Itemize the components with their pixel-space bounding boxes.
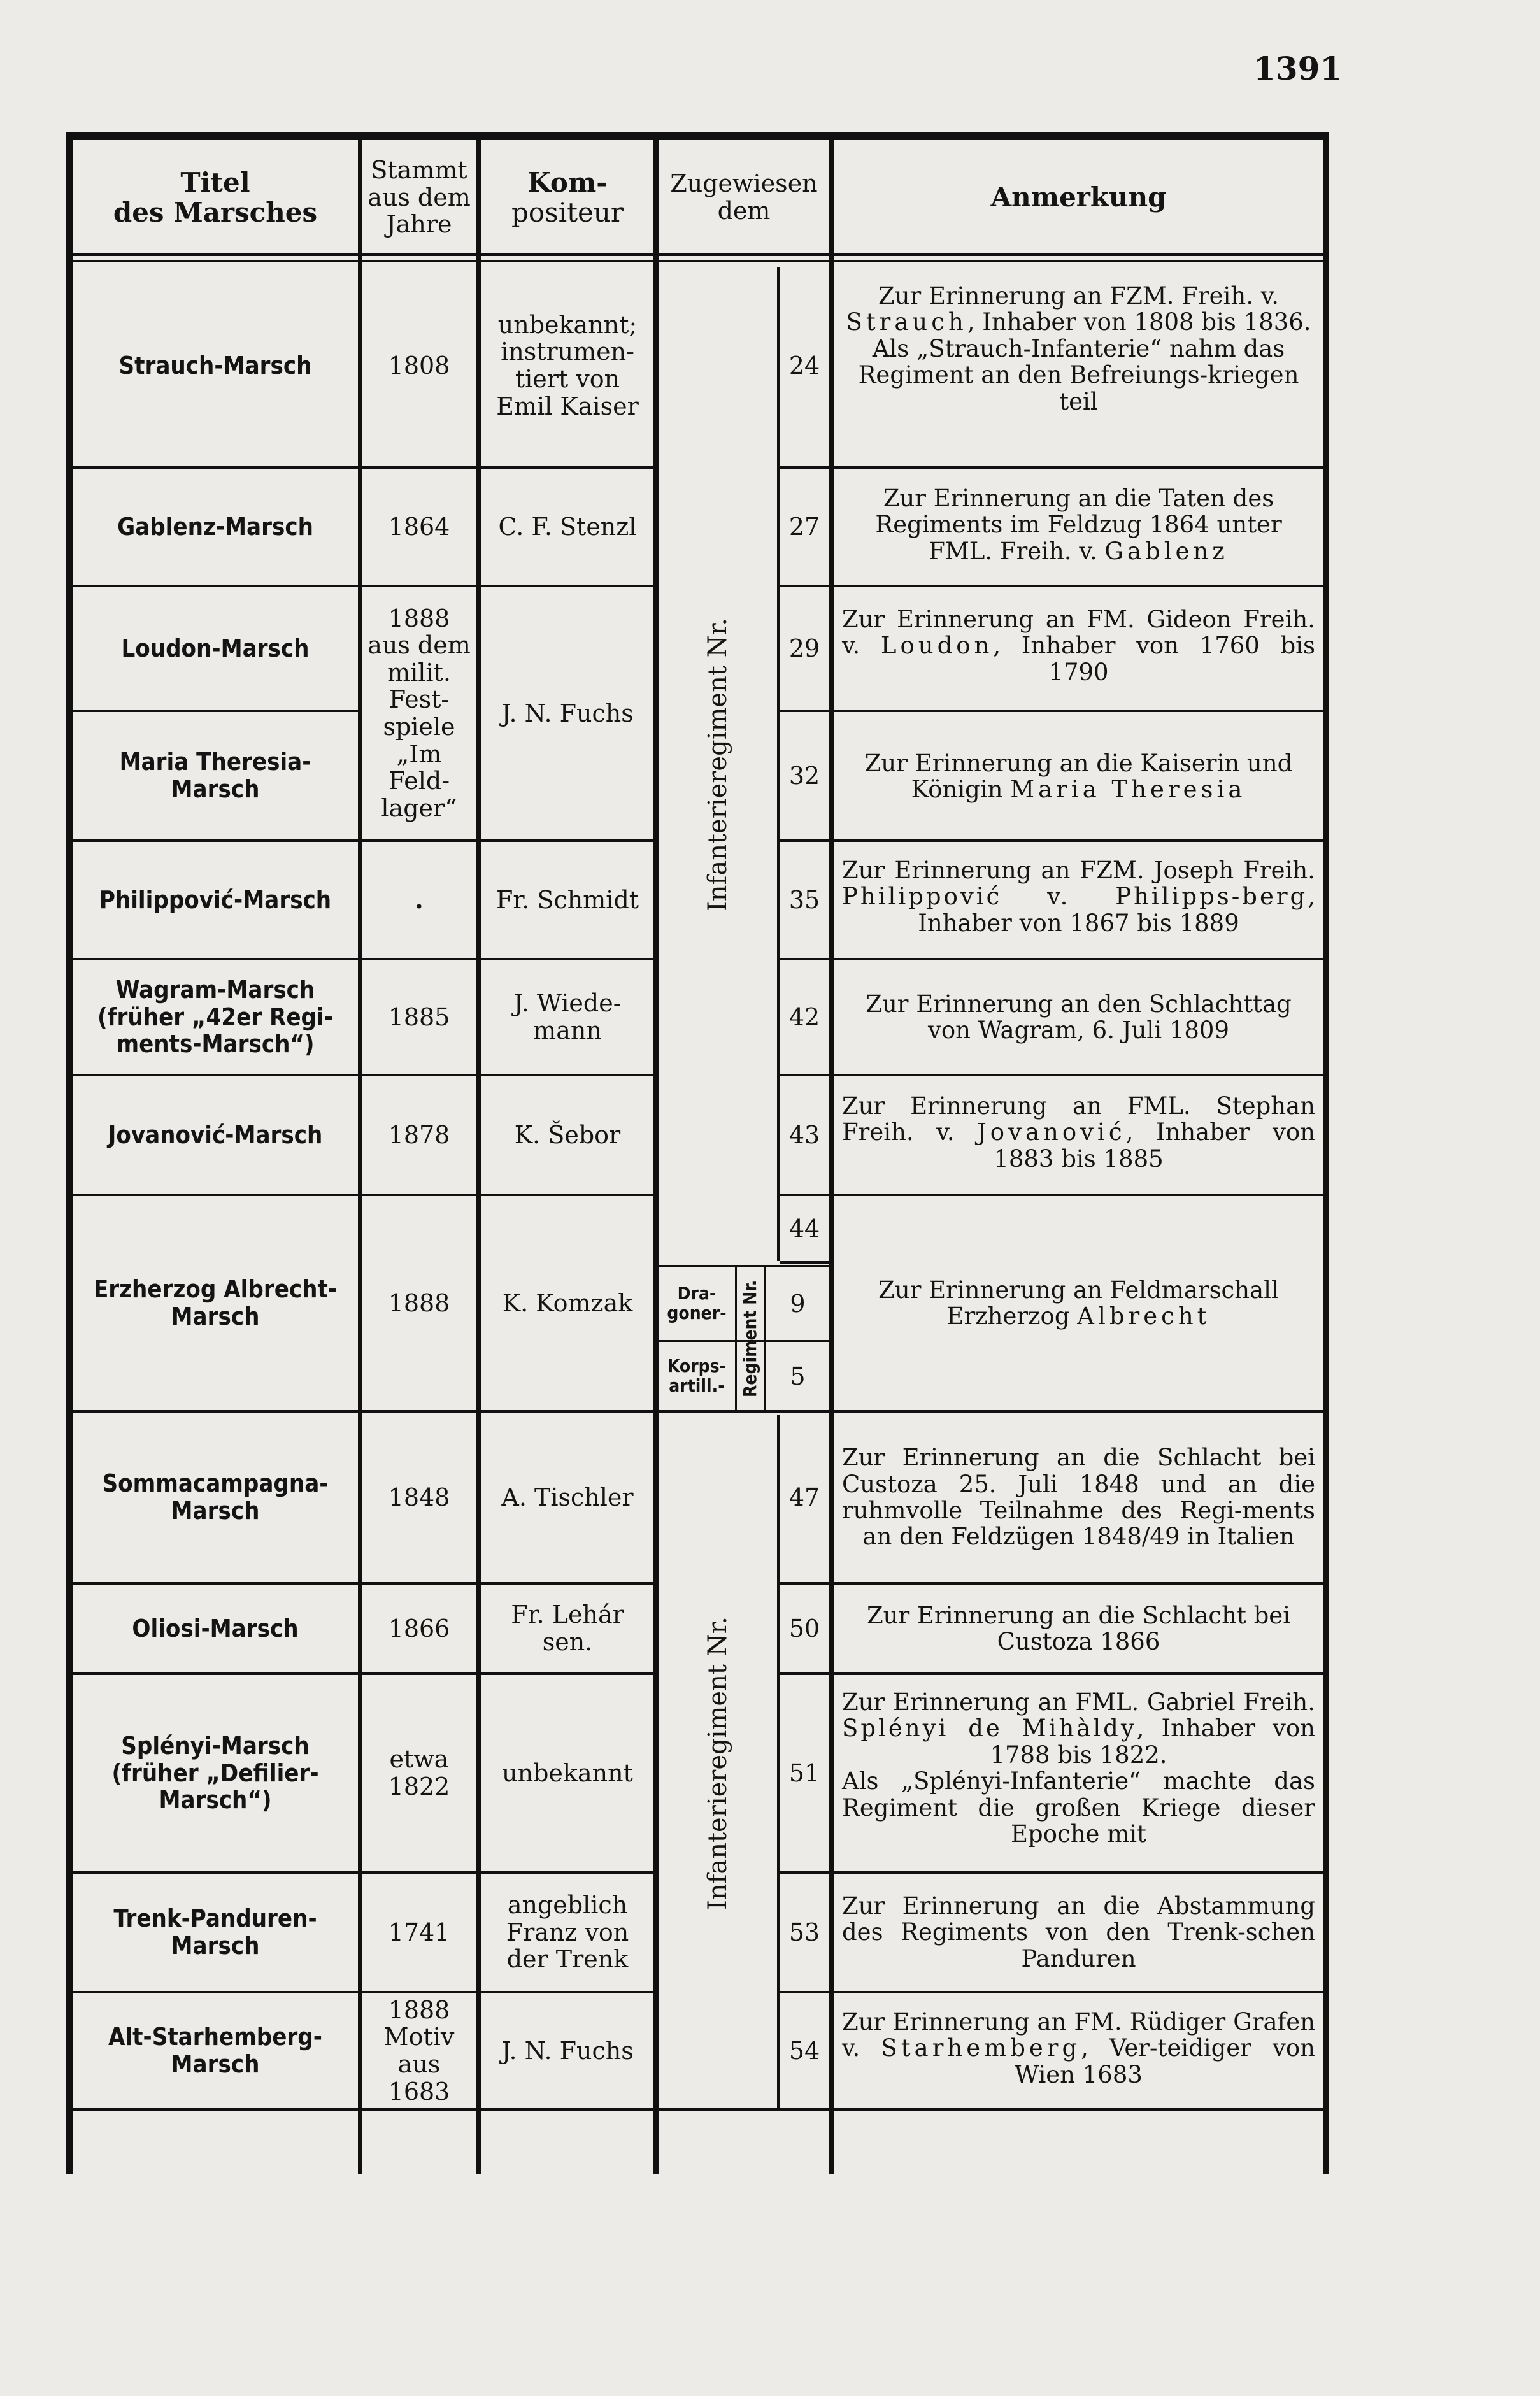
- remark-text: Zur Erinnerung an FZM. Joseph Freih.: [842, 857, 1315, 884]
- composer-strauch: unbekannt; instrumen-tiert von Emil Kaiser: [496, 310, 639, 420]
- nr-loudon: 29: [788, 634, 820, 662]
- header-rule-1: [73, 253, 1323, 256]
- composer-sommacampagna: A. Tischler: [501, 1483, 634, 1511]
- group-label-infantry-1: Infanterieregiment Nr.: [703, 617, 732, 911]
- header-composer-line2: positeur: [511, 197, 624, 228]
- nr-albrecht-korps: 5: [790, 1362, 806, 1390]
- composer-trenk: angeblich Franz von der Trenk: [506, 1891, 629, 1974]
- composer-starhemberg: J. N. Fuchs: [501, 2036, 634, 2065]
- remark-text: , Inhaber von 1788 bis 1822.: [990, 1715, 1315, 1769]
- title-starhemberg: Alt-Starhemberg-Marsch: [108, 2023, 322, 2078]
- remark-text: v.: [1260, 282, 1280, 310]
- remark-jovanovic: [834, 1076, 1323, 1194]
- remark-maria-theresia: [834, 712, 1323, 839]
- header-year-line1: Stammt: [371, 156, 467, 185]
- label-korps: Korps-artill.-: [667, 1355, 727, 1396]
- header-assigned-line2: dem: [717, 197, 771, 225]
- composer-philippovic: Fr. Schmidt: [496, 885, 639, 914]
- composer-wagram: J. Wiede-mann: [513, 989, 622, 1045]
- remark-philippovic: [834, 842, 1323, 958]
- title-trenk: Trenk-Panduren-Marsch: [113, 1904, 317, 1960]
- remark-wrap: [850, 1277, 1308, 1330]
- page-number: 1391: [1253, 50, 1343, 87]
- header-year-line2: aus dem: [367, 183, 471, 211]
- header-rule-2: [73, 260, 1323, 262]
- composer-oliosi: Fr. Lehár sen.: [511, 1601, 624, 1656]
- remark-text: Zur Erinnerung an FM. Gideon Freih. v.: [842, 606, 1315, 660]
- year-sommacampagna: 1848: [388, 1483, 450, 1511]
- remark-strauch: [834, 265, 1323, 466]
- year-oliosi: 1866: [388, 1614, 450, 1643]
- remark-name: Strauch: [846, 308, 967, 336]
- remark-oliosi: Zur Erinnerung an die Schlacht bei Custoza 1866: [866, 1601, 1291, 1655]
- header-title-line2: des Marsches: [113, 197, 318, 228]
- nr-albrecht-44: 44: [788, 1214, 820, 1243]
- nr-strauch: 24: [788, 351, 820, 380]
- col-sep-3: [653, 140, 659, 2174]
- remark-text: Zur Erinnerung an Feldmarschall Erzherzog: [878, 1276, 1279, 1330]
- nr-sommacampagna: 47: [788, 1483, 820, 1511]
- title-jovanovic: Jovanović-Marsch: [108, 1120, 323, 1149]
- group-label-infantry-2: Infanterieregiment Nr.: [703, 1616, 732, 1910]
- header-year: [362, 141, 476, 253]
- year-starhemberg: 1888 Motiv aus 1683: [383, 1995, 455, 2106]
- remark-name: Splényi de Mihàldy: [842, 1715, 1137, 1743]
- year-trenk: 1741: [388, 1918, 450, 1946]
- nr-trenk: 53: [788, 1918, 820, 1946]
- title-splenyi: Splényi-Marsch (früher „Defilier-Marsch“): [111, 1732, 319, 1815]
- title-strauch: Strauch-Marsch: [118, 351, 312, 380]
- remark-trenk: Zur Erinnerung an die Abstammung des Regiments von den Trenk-schen Panduren: [842, 1892, 1315, 1972]
- year-gablenz: 1864: [388, 512, 450, 541]
- remark-splenyi: [834, 1675, 1323, 1871]
- composer-splenyi: unbekannt: [502, 1758, 633, 1787]
- title-wagram: Wagram-Marsch (früher „42er Regi-ments-Marsch“): [97, 976, 333, 1059]
- header-composer: [481, 141, 653, 253]
- title-sommacampagna: Sommacampagna-Marsch: [102, 1469, 329, 1525]
- remark-gablenz: [834, 469, 1323, 585]
- header-title: [73, 141, 358, 253]
- composer-albrecht: K. Komzak: [502, 1288, 633, 1317]
- year-loudon-merged: 1888 aus dem milit. Fest-spiele „Im Feld-lager“: [367, 604, 471, 822]
- label-dragoner: Dra-goner-: [667, 1283, 727, 1323]
- remark-text: , Inhaber von 1760 bis 1790: [993, 632, 1315, 686]
- remark-text: , Inhaber von 1867 bis 1889: [918, 883, 1315, 937]
- remark-sommacampagna: Zur Erinnerung an die Schlacht bei Custoza 25. Juli 1848 und an die ruhmvolle Teilnahme des Regi-ments an den Feldzügen 1848/49 in Italien: [842, 1444, 1315, 1551]
- label-regiment: Regiment Nr.: [739, 1280, 761, 1398]
- remark-text: Als „Strauch-Infanterie“ nahm das Regiment an den Befreiungs-kriegen teil: [858, 334, 1299, 415]
- title-gablenz: Gablenz-Marsch: [117, 512, 313, 541]
- year-strauch: 1808: [388, 351, 450, 380]
- title-loudon: Loudon-Marsch: [121, 634, 310, 662]
- remark-starhemberg: [834, 1993, 1323, 2108]
- remark-text: , Inhaber von 1883 bis 1885: [994, 1118, 1315, 1173]
- remark-text: , Inhaber von 1808 bis 1836.: [967, 308, 1311, 336]
- remark-text: Zur Erinnerung an FML. Stephan Freih. v.: [842, 1092, 1315, 1146]
- year-albrecht: 1888: [388, 1288, 450, 1317]
- remark-name: Starhemberg: [881, 2034, 1081, 2062]
- header-year-line3: Jahre: [386, 210, 452, 239]
- nr-gablenz: 27: [788, 512, 820, 541]
- title-maria-theresia: Maria Theresia-Marsch: [119, 748, 311, 803]
- remark-name: Loudon: [880, 632, 994, 660]
- year-wagram: 1885: [388, 1002, 450, 1031]
- remark-name: Gablenz: [1104, 537, 1229, 565]
- col-sep-2: [476, 140, 481, 2174]
- remark-name: Maria Theresia: [1010, 776, 1246, 804]
- header-assigned: [659, 141, 829, 253]
- title-philippovic: Philippović-Marsch: [99, 885, 332, 914]
- row-sep: [659, 1265, 829, 1267]
- remark-loudon: [834, 587, 1323, 710]
- title-oliosi: Oliosi-Marsch: [132, 1614, 299, 1643]
- header-title-line1: Titel: [180, 166, 250, 198]
- header-assigned-line1: Zugewiesen: [670, 169, 818, 198]
- remark-text: Als „Splényi-Infanterie“ machte das Regiment die großen Kriege dieser Epoche mit: [842, 1767, 1315, 1848]
- nr-wagram: 42: [788, 1002, 820, 1031]
- year-splenyi: etwa 1822: [388, 1745, 450, 1801]
- header-remark: Anmerkung: [990, 182, 1167, 213]
- row-sep: [73, 2108, 1323, 2111]
- nr-albrecht-dragoner: 9: [790, 1289, 806, 1318]
- nr-starhemberg: 54: [788, 2036, 820, 2065]
- col-sep-4: [829, 140, 834, 2174]
- nr-splenyi: 51: [788, 1758, 820, 1787]
- nr-oliosi: 50: [788, 1614, 820, 1643]
- remark-name: Albrecht: [1077, 1302, 1211, 1330]
- remark-name: Philippović v. Philipps-berg: [842, 883, 1308, 911]
- nr-philippovic: 35: [788, 885, 820, 914]
- nr-jovanovic: 43: [788, 1120, 820, 1149]
- title-albrecht: Erzherzog Albrecht-Marsch: [93, 1275, 338, 1330]
- row-sep: [780, 1261, 829, 1264]
- nr-maria-theresia: 32: [788, 761, 820, 790]
- composer-gablenz: C. F. Stenzl: [498, 512, 637, 541]
- composer-loudon-merged: J. N. Fuchs: [501, 699, 634, 727]
- remark-text: Zur Erinnerung an FZM. Freih.: [878, 282, 1253, 310]
- remark-text: Zur Erinnerung an die Taten des Regiments im Feldzug 1864 unter FML. Freih. v.: [875, 485, 1282, 565]
- year-jovanovic: 1878: [388, 1120, 450, 1149]
- remark-text: Zur Erinnerung an die Kaiserin und Königin: [864, 750, 1293, 804]
- year-philippovic: .: [415, 885, 424, 914]
- remark-text: , Ver-teidiger von Wien 1683: [1015, 2034, 1315, 2088]
- remark-text: Zur Erinnerung an FM. Rüdiger Grafen v.: [842, 2008, 1315, 2062]
- remark-albrecht: [834, 1196, 1323, 1410]
- remark-wagram: Zur Erinnerung an den Schlachttag von Wagram, 6. Juli 1809: [866, 990, 1292, 1044]
- remark-text: Zur Erinnerung an FML. Gabriel Freih.: [842, 1688, 1315, 1716]
- composer-jovanovic: K. Šebor: [514, 1120, 621, 1149]
- remark-name: Jovanović: [976, 1118, 1126, 1146]
- header-composer-line1: Kom-: [527, 166, 608, 198]
